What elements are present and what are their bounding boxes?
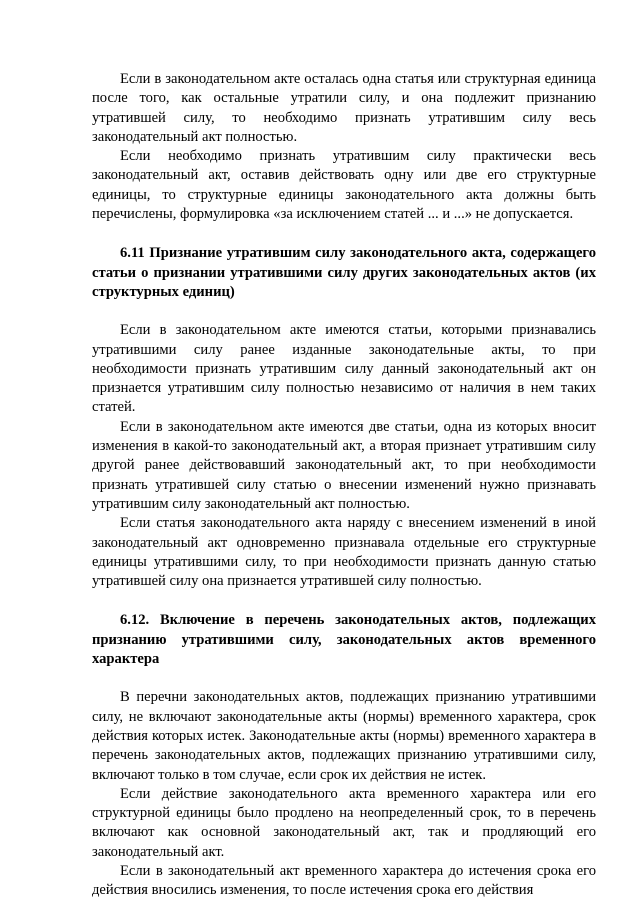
intro-paragraph-1: Если в законодательном акте осталась одна статья или структурная единица после того, как остальные утратили силу, и она подлежит признанию утратившей силу, то необходимо признать утратившим силу весь законодательный акт полностью.	[92, 71, 596, 145]
section-6-11-paragraph-3: Если статья законодательного акта наряду с внесением изменений в иной законодательный акт одновременно признавала отдельные его структурные единицы утратившими силу, то при необходимости признать данную статью утратившей силу она признается утратившей силу полностью.	[92, 515, 596, 590]
section-6-12-paragraph-2: Если действие законодательного акта временного характера или его структурной единицы было продлено на неопределенный срок, то в перечень включают как основной законодательный акт, так и продляющий его законодательный акт.	[92, 785, 596, 860]
section-6-12-paragraph-3: Если в законодательный акт временного характера до истечения срока его действия вносились изменения, то после истечения срока его действия	[92, 862, 596, 899]
section-6-11-heading: 6.11 Признание утратившим силу законодательного акта, содержащего статьи о признании утратившими силу других законодательных актов (их структурных единиц)	[92, 245, 596, 300]
section-6-12-heading: 6.12. Включение в перечень законодательных актов, подлежащих признанию утратившими силу, законодательных актов временного характера	[92, 612, 596, 668]
section-6-12-paragraph-1: В перечни законодательных актов, подлежащих признанию утратившими силу, не включают законодательные акты (нормы) временного характера, срок действия которых истек. Законодательные акты (нормы) временного характера в перечень законодательных актов, подлежащих признанию утратившими силу, включают только в том случае, если срок их действия не истек.	[92, 689, 596, 783]
intro-paragraph-2: Если необходимо признать утратившим силу практически весь законодательный акт, оставив действовать одну или две его структурные единицы, то структурные единицы законодательного акта должны быть перечислены, формулировка «за исключением статей ... и ...» не допускается.	[92, 148, 596, 223]
section-6-11-paragraph-1: Если в законодательном акте имеются статьи, которыми признавались утратившими силу ранее изданные законодательные акты, то при необходимости признать утратившим силу данный законодательный акт он признается утратившим силу полностью независимо от наличия в нем таких статей.	[92, 322, 596, 416]
document-page	[92, 70, 596, 901]
section-6-11-paragraph-2: Если в законодательном акте имеются две статьи, одна из которых вносит изменения в какой-то законодательный акт, а вторая признает утратившим силу другой ранее действовавший законодательный акт, то при необходимости признать утратившей силу статью о внесении изменений нужно признавать утратившим силу законодательный акт полностью.	[92, 418, 596, 512]
